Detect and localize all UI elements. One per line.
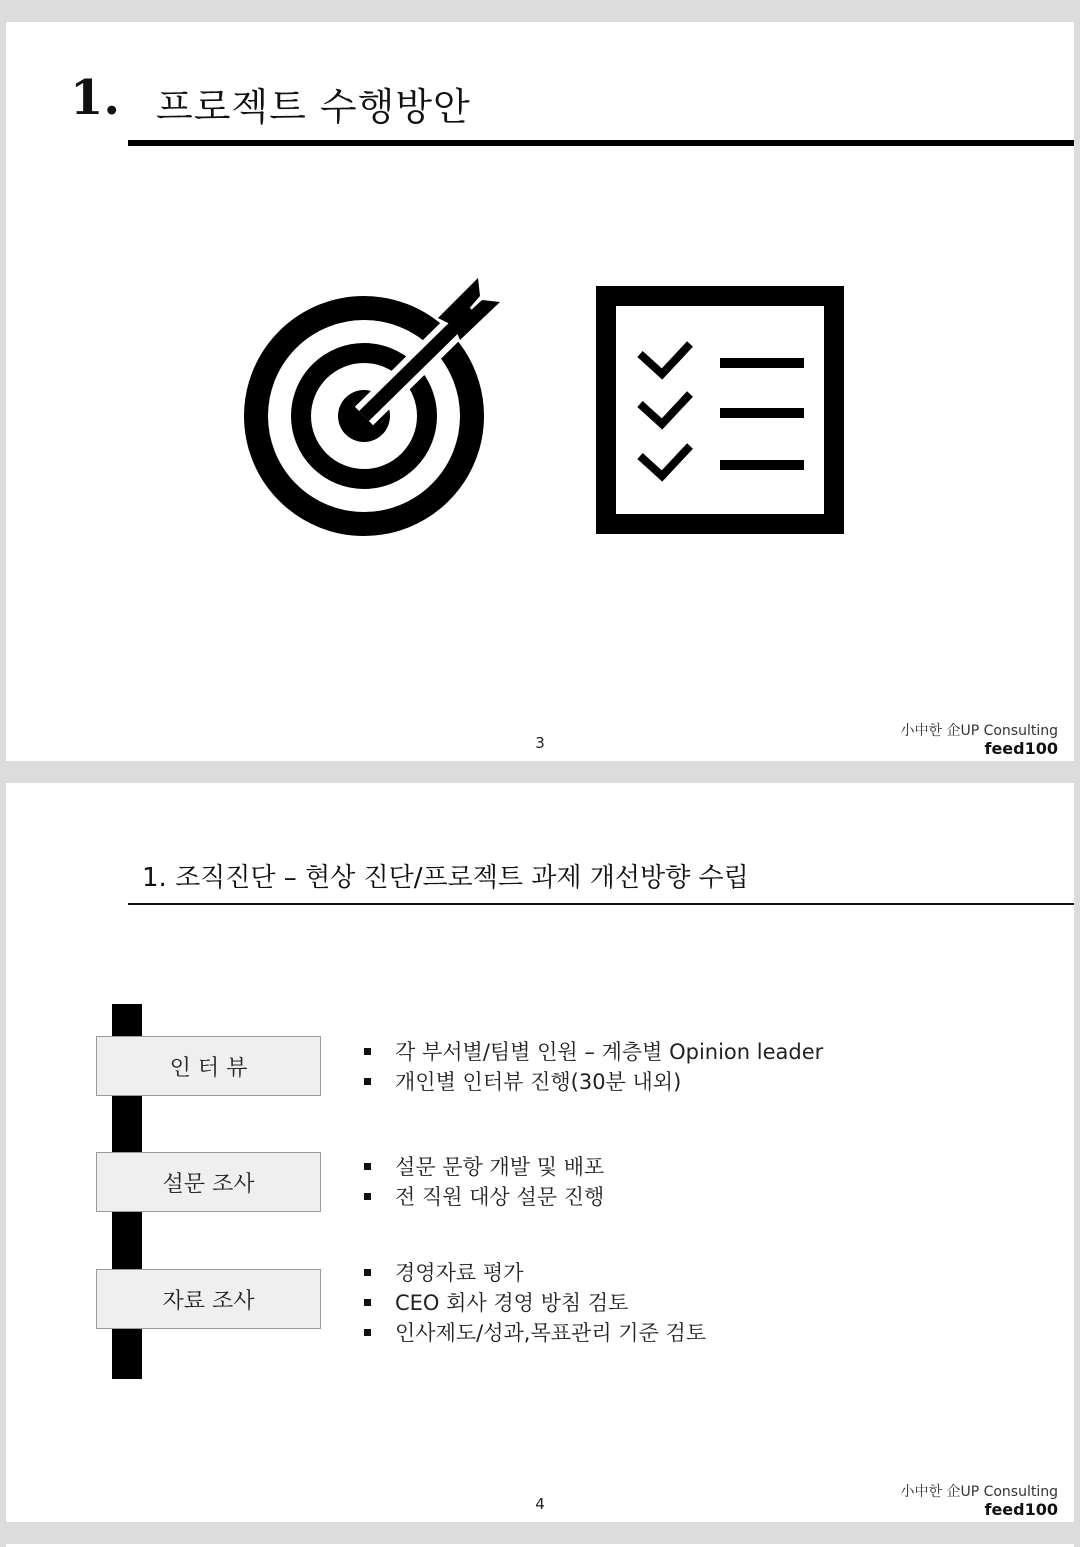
list-item: 설문 문항 개발 및 배포 [364, 1152, 604, 1182]
list-item: 인사제도/성과,목표관리 기준 검토 [364, 1318, 706, 1348]
slide-4 [6, 783, 1074, 1522]
title-divider [128, 140, 1074, 146]
slide-title: 프로젝트 수행방안 [156, 85, 471, 129]
page-number: 4 [535, 1495, 545, 1513]
target-arrow-icon [242, 278, 502, 540]
brand-logo: feed100 [984, 739, 1058, 758]
brand-logo: feed100 [984, 1500, 1058, 1519]
list-item: 경영자료 평가 [364, 1258, 706, 1288]
brand-footer [900, 722, 1058, 758]
title-divider [128, 903, 1074, 905]
label-survey: 설문 조사 [96, 1152, 321, 1212]
brand-tagline: 小中한 企UP Consulting [900, 1484, 1058, 1500]
list-item: 전 직원 대상 설문 진행 [364, 1182, 604, 1212]
slide-title: 1. 조직진단 – 현상 진단/프로젝트 과제 개선방향 수립 [142, 863, 749, 893]
brand-tagline: 小中한 企UP Consulting [900, 723, 1058, 739]
label-document-review: 자료 조사 [96, 1269, 321, 1329]
checklist-icon [596, 286, 844, 534]
list-item: 개인별 인터뷰 진행(30분 내외) [364, 1067, 823, 1097]
bullet-list-interview [364, 1037, 823, 1097]
list-item: 각 부서별/팀별 인원 – 계층별 Opinion leader [364, 1037, 823, 1067]
brand-footer [900, 1483, 1058, 1519]
bullet-list-document-review [364, 1258, 706, 1348]
slide-3 [6, 22, 1074, 761]
list-item: CEO 회사 경영 방침 검토 [364, 1288, 706, 1318]
section-number: 1. [70, 70, 121, 126]
page-number: 3 [535, 734, 545, 752]
label-interview: 인 터 뷰 [96, 1036, 321, 1096]
bullet-list-survey [364, 1152, 604, 1212]
